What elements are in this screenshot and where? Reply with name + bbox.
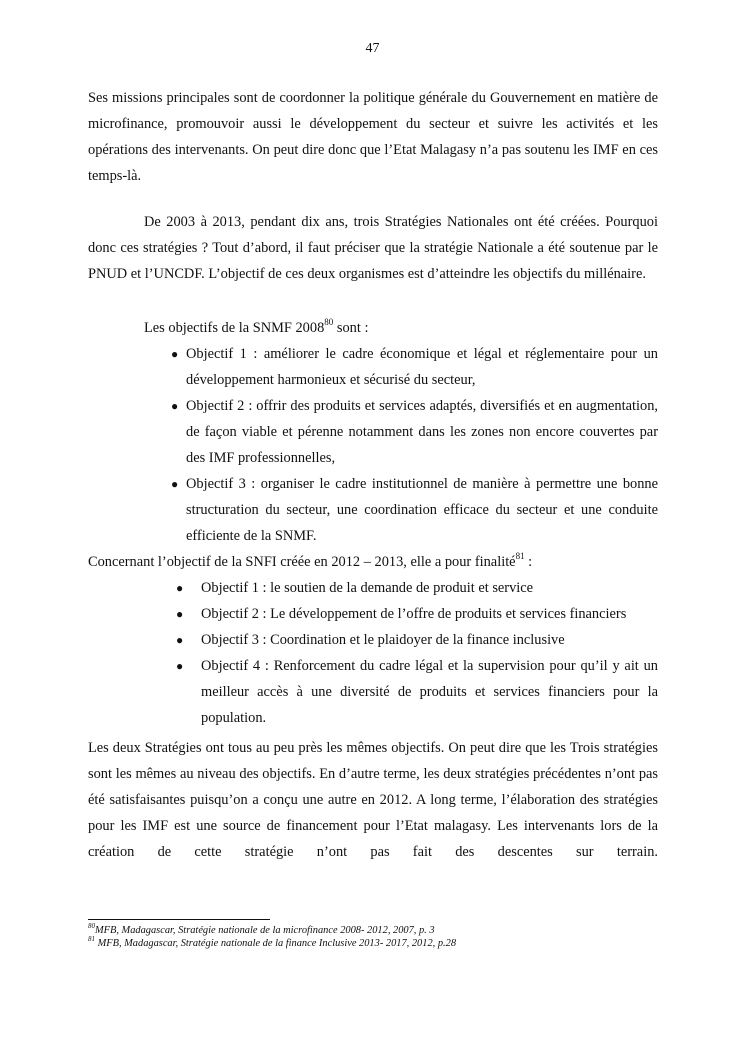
snmf-heading	[144, 307, 658, 341]
snmf-heading-text: Les objectifs de la SNMF 2008	[144, 320, 325, 336]
bullet-icon: ●	[176, 633, 184, 647]
list-item	[176, 627, 658, 653]
footnote-divider	[88, 919, 270, 920]
list-item-text: Objectif 4 : Renforcement du cadre légal et la supervision pour qu’il y ait un meilleur accès à une diversité de produits et services financiers pour la population.	[201, 658, 658, 726]
list-item-text: Objectif 1 : le soutien de la demande de produit et service	[201, 580, 534, 596]
footnote-text: MFB, Madagascar, Stratégie nationale de la finance Inclusive 2013- 2017, 2012, p.28	[95, 938, 457, 949]
bullet-icon: ●	[176, 607, 184, 621]
list-item-text: Objectif 3 : organiser le cadre institutionnel de manière à permettre une bonne structuration du secteur, une coordination efficace du secteur et une conduite efficiente de la SNMF.	[186, 476, 658, 544]
list-item	[171, 341, 658, 393]
snfi-heading-suffix: :	[524, 554, 533, 570]
paragraph-strategies: De 2003 à 2013, pendant dix ans, trois Stratégies Nationales ont été créées. Pourquoi donc ces stratégies ? Tout d’abord, il faut préciser que la stratégie Nationale a été soutenue par le PNUD et l’UNCDF. L’objectif de ces deux organismes est d’atteindre les objectifs du millénaire.	[88, 214, 658, 282]
footnote-81	[88, 934, 658, 950]
footnote-ref-81: 81	[515, 551, 525, 562]
list-item	[176, 601, 658, 627]
bullet-icon: ●	[171, 477, 179, 491]
list-item-text: Objectif 3 : Coordination et le plaidoyer de la finance inclusive	[201, 632, 565, 648]
list-item	[176, 575, 658, 601]
list-item	[171, 393, 658, 471]
paragraph-missions: Ses missions principales sont de coordonner la politique générale du Gouvernement en matière de microfinance, promouvoir aussi le développement du secteur et suivre les activités et les opérations des intervenants. On peut dire donc que l’Etat Malagasy n’a pas soutenu les IMF en ces temps-là.	[88, 90, 658, 184]
snfi-heading-text: Concernant l’objectif de la SNFI créée en 2012 – 2013, elle a pour finalité	[88, 554, 516, 570]
body-text	[88, 85, 658, 865]
snmf-objectives-list	[88, 341, 658, 549]
list-item-text: Objectif 1 : améliorer le cadre économique et légal et réglementaire pour un développement harmonieux et sécurisé du secteur,	[186, 346, 658, 388]
snmf-heading-suffix: sont :	[333, 320, 369, 336]
list-item-text: Objectif 2 : offrir des produits et services adaptés, diversifiés et en augmentation, de façon viable et pérenne notamment dans les zones non encore couvertes par des IMF professionnelles,	[186, 398, 658, 466]
footnotes	[88, 919, 658, 950]
footnote-number: 81	[88, 934, 95, 943]
footnote-ref-80: 80	[324, 317, 334, 328]
footnote-number: 80	[88, 921, 95, 930]
list-item-text: Objectif 2 : Le développement de l’offre de produits et services financiers	[201, 606, 627, 622]
list-item	[176, 653, 658, 731]
bullet-icon: ●	[176, 581, 184, 595]
footnote-text: MFB, Madagascar, Stratégie nationale de la microfinance 2008- 2012, 2007, p. 3	[95, 925, 435, 936]
bullet-icon: ●	[171, 399, 179, 413]
snfi-objectives-list	[88, 575, 658, 731]
bullet-icon: ●	[171, 347, 179, 361]
list-item	[171, 471, 658, 549]
paragraph-conclusion: Les deux Stratégies ont tous au peu près les mêmes objectifs. On peut dire que les Trois stratégies sont les mêmes au niveau des objectifs. En d’autre terme, les deux stratégies précédentes n’ont pas été satisfaisantes puisqu’on a conçu une autre en 2012. A long terme, l’élaboration des stratégies pour les IMF est une source de financement pour l’Etat malagasy. Les intervenants lors de la création de cette stratégie n’ont pas fait des descentes sur terrain.	[88, 740, 658, 860]
footnote-80	[88, 921, 658, 937]
bullet-icon: ●	[176, 659, 184, 673]
snfi-heading	[88, 549, 658, 575]
page-number: 47	[365, 41, 380, 56]
